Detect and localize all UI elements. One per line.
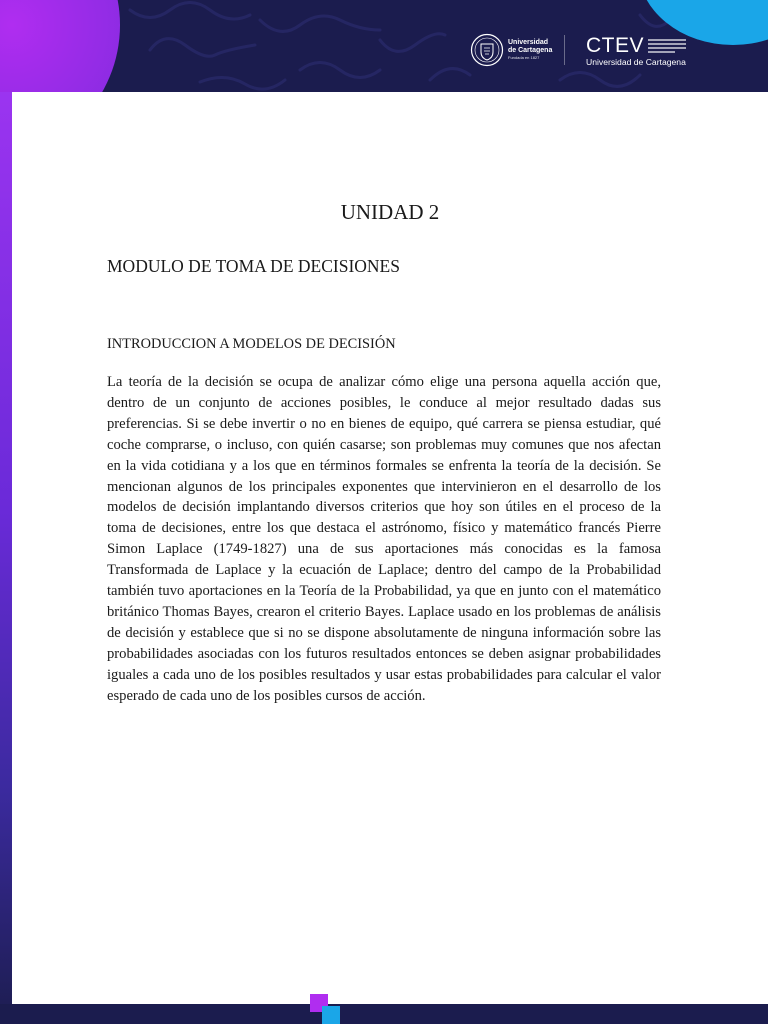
header-band (0, 0, 768, 92)
section-title: INTRODUCCION A MODELOS DE DECISIÓN (107, 336, 396, 352)
purple-circle-decoration (0, 0, 120, 92)
ctev-logo-subtitle: Universidad de Cartagena (586, 57, 686, 67)
university-logo (470, 32, 552, 68)
university-seal-icon (470, 33, 504, 67)
module-title: MODULO DE TOMA DE DECISIONES (107, 256, 400, 276)
university-logo-line3: Fundada en 1827 (508, 55, 540, 60)
body-paragraph: La teoría de la decisión se ocupa de analizar cómo elige una persona aquella acción que, dentro de un conjunto de acciones posibles, le conduce al mejor resultado dadas sus preferencias. Si se debe invertir o no en bienes de equipo, qué carrera se piensa estudiar, qué coche comprarse, o incluso, con quién casarse; son problemas muy comunes que nos afectan en la vida cotidiana y a los que en términos formales se enfrenta la teoría de la decisión. Se mencionan algunos de los principales exponentes que intervinieron en el desarrollo de los modelos de decisión implantando diversos criterios que hoy son útiles en el proceso de la toma de decisiones, entre los que destaca el astrónomo, físico y matemático francés Pierre Simon Laplace (1749-1827) una de sus aportaciones más conocidas es la famosa Transformada de Laplace y la ecuación de Laplace; dentro del campo de la Probabilidad también tuvo aportaciones en la Teoría de la Probabilidad, ya que en junto con el matemático británico Thomas Bayes, crearon el criterio Bayes. Laplace usado en los problemas de análisis de decisión y establece que si no se dispone absolutamente de ninguna información sobre las probabilidades asociadas con los futuros resultados entonces se deben asignar probabilidades iguales a cada uno de los posibles resultados y usar estas probabilidades para calcular el valor esperado de cada uno de los posibles cursos de acción. (107, 374, 661, 704)
ctev-logo-tagline-graphic (648, 36, 686, 55)
left-accent-bar (0, 92, 12, 1024)
ctev-logo-mark: CTEV (586, 34, 645, 57)
university-logo-line2: de Cartagena (508, 47, 553, 54)
ctev-logo (586, 36, 686, 67)
footer-band (0, 1004, 768, 1024)
blue-square-decoration (322, 1006, 340, 1024)
logo-divider (564, 35, 565, 65)
university-logo-line1: Universidad (508, 39, 549, 46)
unit-title: UNIDAD 2 (340, 200, 440, 224)
university-logo-text (508, 39, 552, 61)
